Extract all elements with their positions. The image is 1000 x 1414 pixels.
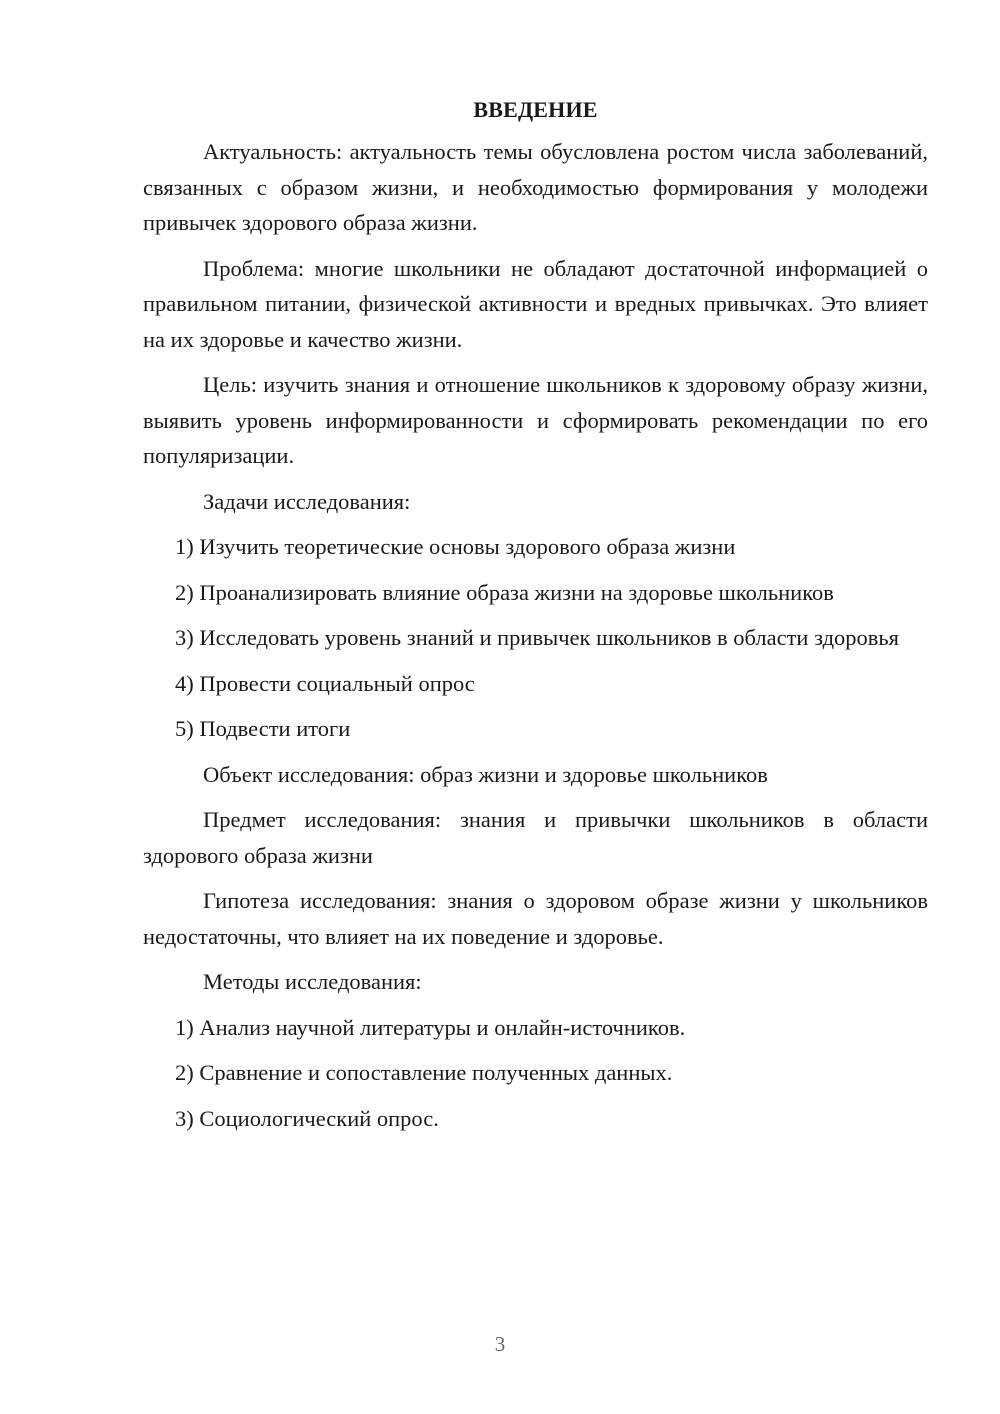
paragraph-tasks-title: Задачи исследования: — [203, 488, 411, 514]
page-content — [143, 92, 928, 1146]
list-item-method-2: 2) Сравнение и сопоставление полученных данных. — [175, 1060, 673, 1085]
page-number: 3 — [494, 1332, 506, 1356]
list-item-method-3: 3) Социологический опрос. — [175, 1105, 439, 1131]
list-item-task-1: 1) Изучить теоретические основы здорового образа жизни — [175, 534, 736, 559]
list-item-task-3: 3) Исследовать уровень знаний и привычек школьников в области здоровья — [175, 625, 899, 650]
paragraph-subject: Предмет исследования: знания и привычки школьников в области здорового образа жизни — [143, 807, 928, 868]
list-item-task-4: 4) Провести социальный опрос — [175, 670, 475, 696]
paragraph-methods-title: Методы исследования: — [203, 969, 422, 994]
paragraph-hypothesis: Гипотеза исследования: знания о здоровом образе жизни у школьников недостаточны, что влияет на их поведение и здоровье. — [143, 888, 928, 949]
paragraph-goal: Цель: изучить знания и отношение школьников к здоровому образу жизни, выявить уровень информированности и сформировать рекомендации по его популяризации. — [143, 372, 928, 468]
list-item-task-2: 2) Проанализировать влияние образа жизни на здоровье школьников — [175, 579, 834, 605]
paragraph-problem: Проблема: многие школьники не обладают достаточной информацией о правильном питании, физической активности и вредных привычках. Это влияет на их здоровье и качество жизни. — [143, 255, 928, 352]
paragraph-object: Объект исследования: образ жизни и здоровье школьников — [203, 761, 768, 787]
section-heading: ВВЕДЕНИЕ — [473, 97, 598, 122]
list-item-task-5: 5) Подвести итоги — [175, 716, 351, 741]
list-item-method-1: 1) Анализ научной литературы и онлайн-источников. — [175, 1014, 686, 1040]
paragraph-relevance: Актуальность: актуальность темы обусловлена ростом числа заболеваний, связанных с образом жизни, и необходимостью формирования у молодежи привычек здорового образа жизни. — [143, 139, 928, 235]
